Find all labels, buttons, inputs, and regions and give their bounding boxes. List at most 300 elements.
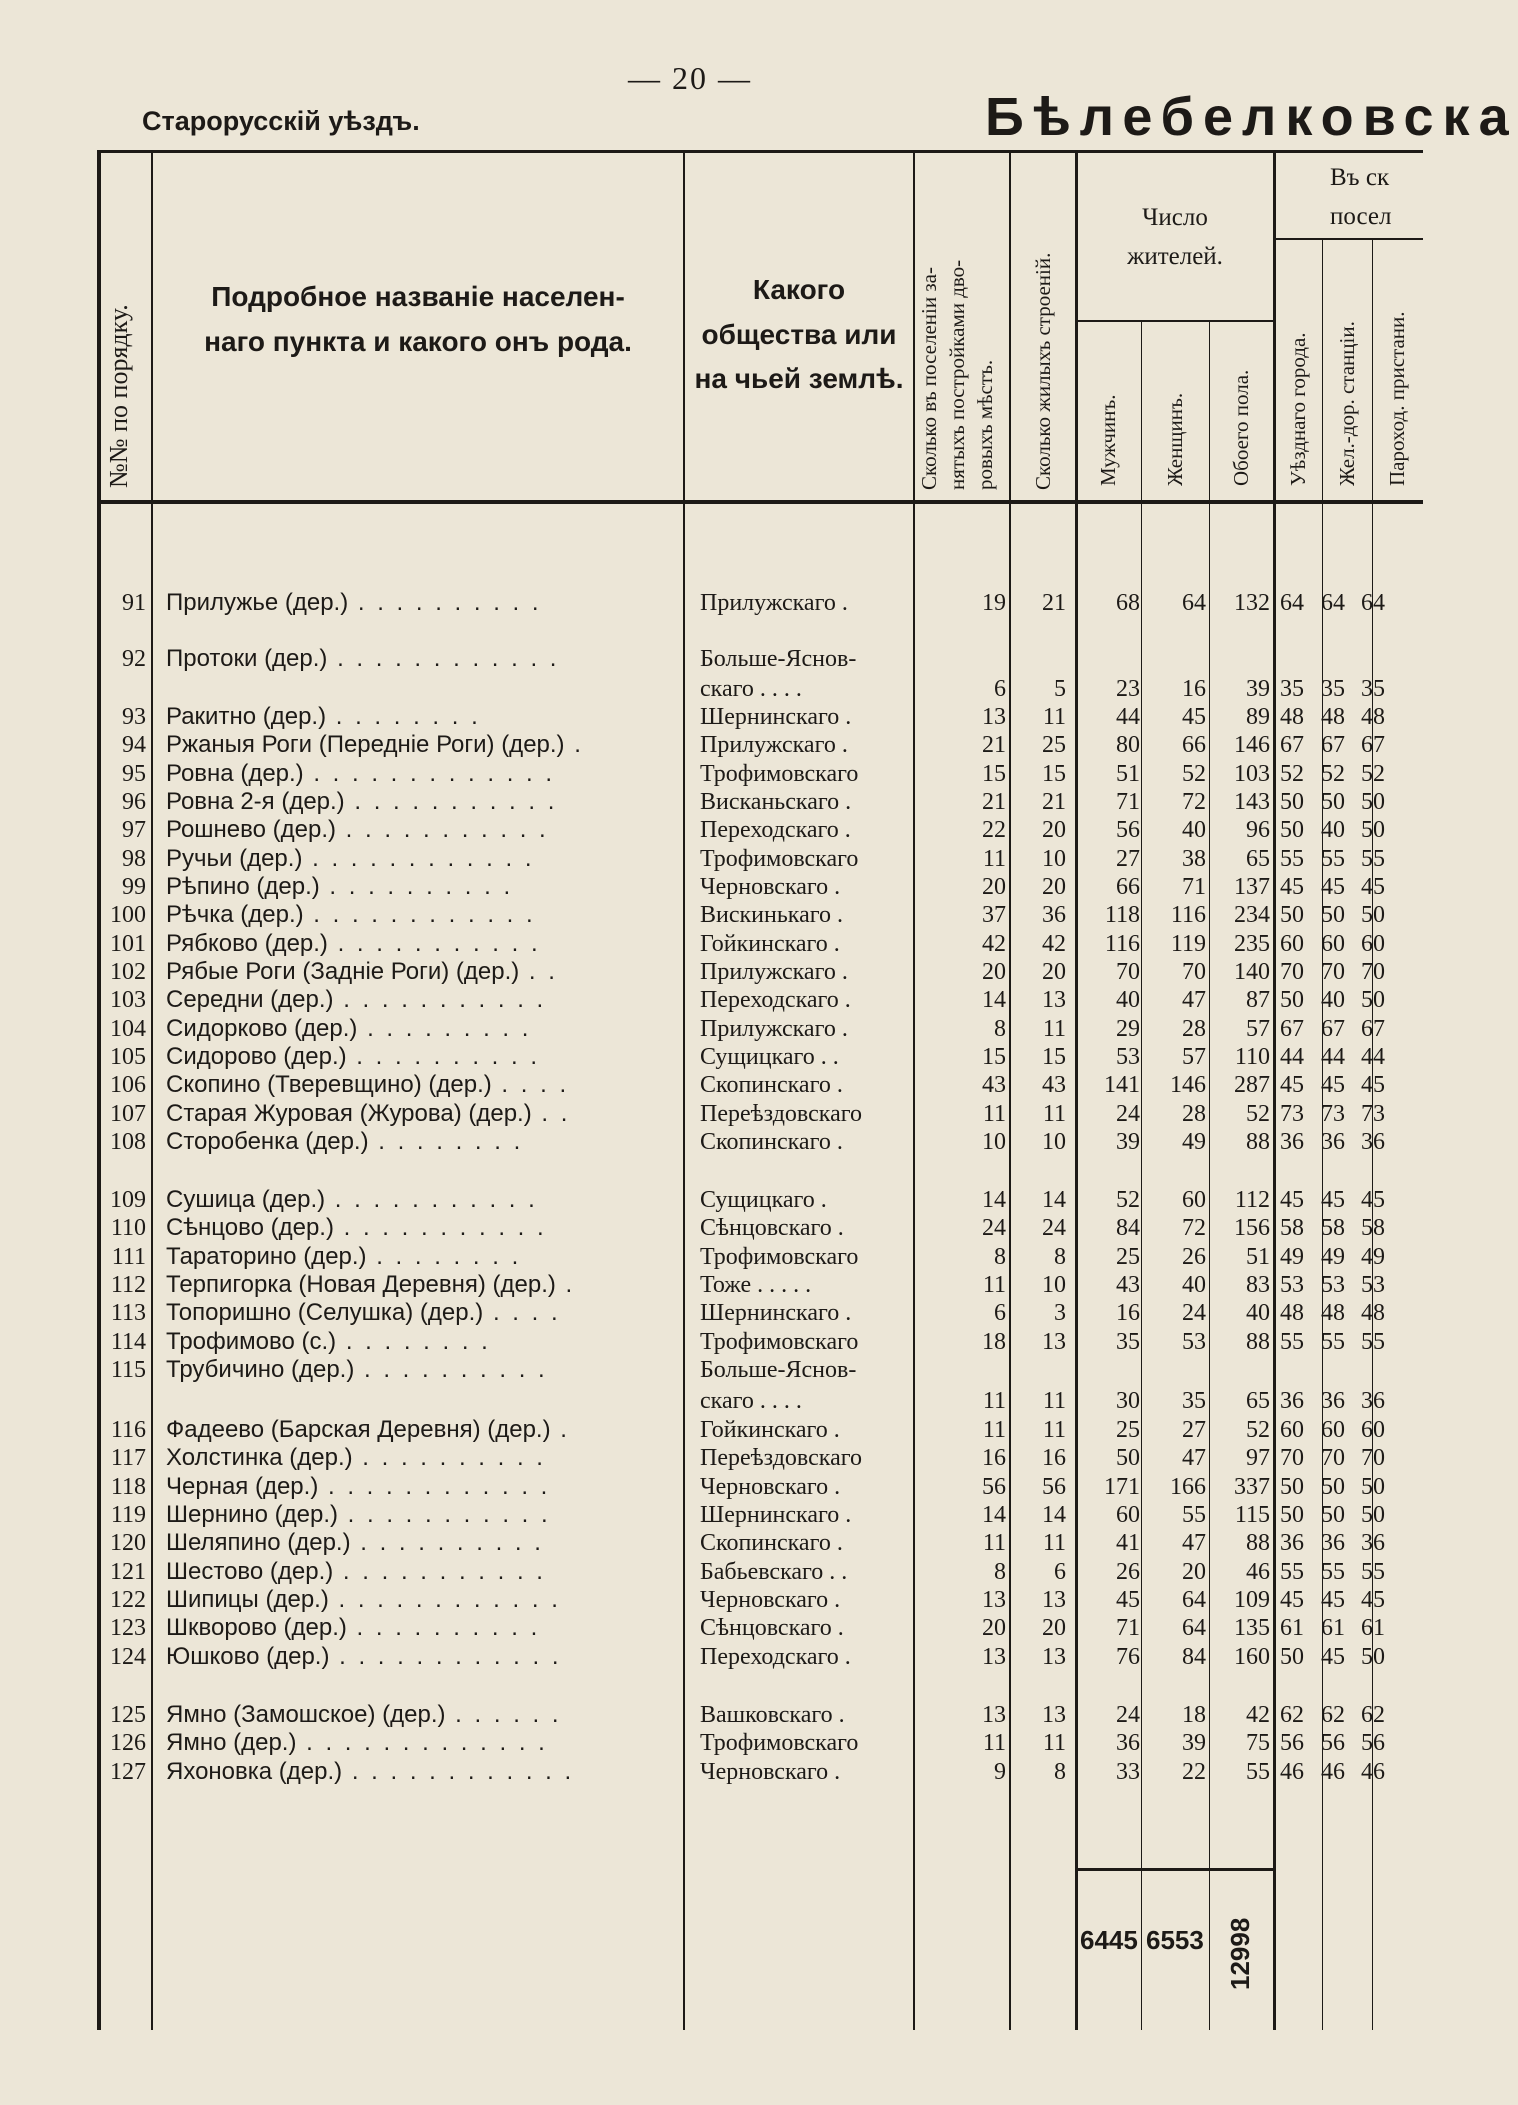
row-men: 171 [1104, 1474, 1140, 1500]
row-distance-railway: 52 [1321, 761, 1345, 787]
row-men: 71 [1116, 789, 1140, 815]
row-num: 113 [110, 1300, 146, 1326]
row-buildings: 3 [1054, 1300, 1066, 1326]
row-total: 75 [1246, 1730, 1270, 1756]
row-distance-railway: 45 [1321, 1644, 1345, 1670]
table-row [100, 1444, 1423, 1472]
row-total: 89 [1246, 704, 1270, 730]
row-distance-pier: 36 [1361, 1129, 1385, 1155]
row-women: 53 [1182, 1329, 1206, 1355]
row-num: 92 [122, 646, 146, 672]
row-num: 125 [110, 1702, 146, 1728]
row-farms: 15 [982, 761, 1006, 787]
header-society-line2: общества или [701, 318, 897, 350]
row-distance-town: 70 [1280, 959, 1304, 985]
row-distance-town: 36 [1280, 1388, 1304, 1414]
row-buildings: 24 [1042, 1215, 1066, 1241]
row-num: 116 [110, 1417, 146, 1443]
row-total: 234 [1234, 902, 1270, 928]
row-buildings: 11 [1042, 1530, 1066, 1556]
row-buildings: 13 [1042, 1329, 1066, 1355]
row-women: 116 [1170, 902, 1206, 928]
row-distance-town: 36 [1280, 1129, 1304, 1155]
row-buildings: 25 [1042, 732, 1066, 758]
row-society: Прилужскаго . [700, 959, 848, 985]
row-num: 121 [110, 1559, 146, 1585]
row-buildings: 8 [1054, 1759, 1066, 1785]
row-name-text: Юшково (дер.) [166, 1643, 330, 1670]
row-num: 123 [110, 1615, 146, 1641]
row-farms: 11 [982, 846, 1006, 872]
row-distance-pier: 36 [1361, 1530, 1385, 1556]
row-distance-town: 45 [1280, 1587, 1304, 1613]
row-name [166, 1186, 760, 1214]
row-name-text: Рошнево (дер.) [166, 816, 337, 843]
row-distance-pier: 50 [1361, 902, 1385, 928]
row-distance-pier: 50 [1361, 817, 1385, 843]
table-row [100, 1416, 1423, 1444]
row-total: 235 [1234, 931, 1270, 957]
row-women: 39 [1182, 1730, 1206, 1756]
row-distance-town: 70 [1280, 1445, 1304, 1471]
table-row [100, 1243, 1423, 1271]
row-num: 115 [110, 1357, 146, 1383]
header-women: Женщинъ. [1163, 392, 1187, 486]
row-name-leader-dots: . . . . . . . . . . . . [342, 1758, 575, 1785]
row-name-leader-dots: . . . . . . . . . . . [333, 1214, 547, 1241]
row-men: 116 [1104, 931, 1140, 957]
row-distance-pier: 35 [1361, 676, 1385, 702]
row-distance-town: 45 [1280, 1072, 1304, 1098]
row-name [166, 930, 760, 958]
row-total: 156 [1234, 1215, 1270, 1241]
row-men: 29 [1116, 1016, 1140, 1042]
header-pier: Пароход. пристани. [1385, 311, 1409, 486]
row-society: скаго . . . . [700, 1388, 802, 1414]
row-women: 45 [1182, 704, 1206, 730]
row-buildings: 21 [1042, 789, 1066, 815]
row-distance-pier: 52 [1361, 761, 1385, 787]
row-distance-pier: 36 [1361, 1388, 1385, 1414]
row-name [166, 1043, 760, 1071]
row-farms: 6 [994, 676, 1006, 702]
row-men: 45 [1116, 1587, 1140, 1613]
row-num: 102 [110, 959, 146, 985]
row-distance-railway: 49 [1321, 1244, 1345, 1270]
table-row [100, 1271, 1423, 1299]
row-society: Скопинскаго . [700, 1530, 843, 1556]
row-name [166, 1214, 760, 1242]
row-distance-town: 35 [1280, 676, 1304, 702]
row-name-leader-dots: . . . . [491, 1071, 570, 1098]
row-distance-pier: 62 [1361, 1702, 1385, 1728]
row-distance-pier: 45 [1361, 1587, 1385, 1613]
row-men: 25 [1116, 1244, 1140, 1270]
row-society: Переходскаго . [700, 987, 851, 1013]
row-distance-town: 52 [1280, 761, 1304, 787]
row-name-text: Тараторино (дер.) [166, 1243, 367, 1270]
row-name-leader-dots: . . [531, 1100, 571, 1127]
row-distance-pier: 44 [1361, 1044, 1385, 1070]
table-row [100, 873, 1423, 901]
row-buildings: 11 [1042, 1016, 1066, 1042]
row-distance-pier: 55 [1361, 846, 1385, 872]
row-total: 97 [1246, 1445, 1270, 1471]
row-society: Вашковскаго . [700, 1702, 845, 1728]
row-farms: 13 [982, 704, 1006, 730]
row-buildings: 21 [1042, 590, 1066, 616]
row-name-text: Фадеево (Барская Деревня) (дер.) [166, 1416, 551, 1443]
header-num: №№ по порядку. [104, 304, 133, 488]
row-farms: 20 [982, 874, 1006, 900]
row-total: 337 [1234, 1474, 1270, 1500]
row-distance-pier: 46 [1361, 1759, 1385, 1785]
row-distance-railway: 67 [1321, 1016, 1345, 1042]
row-society: Бабьевскаго . . [700, 1559, 848, 1585]
row-men: 71 [1116, 1615, 1140, 1641]
row-distance-town: 60 [1280, 1417, 1304, 1443]
row-distance-railway: 48 [1321, 1300, 1345, 1326]
row-name [166, 1586, 760, 1614]
row-buildings: 15 [1042, 761, 1066, 787]
row-distance-pier: 50 [1361, 789, 1385, 815]
row-name-leader-dots: . . . . . . [445, 1701, 562, 1728]
row-name-text: Шестово (дер.) [166, 1558, 334, 1585]
row-society: Шернинскаго . [700, 1300, 852, 1326]
header-name [153, 240, 683, 400]
table-row [100, 1299, 1423, 1327]
row-distance-town: 55 [1280, 846, 1304, 872]
row-total: 115 [1234, 1502, 1270, 1528]
row-society: Сущицкаго . [700, 1187, 827, 1213]
row-name [166, 986, 760, 1014]
row-name-leader-dots: . [564, 731, 584, 758]
row-farms: 8 [994, 1559, 1006, 1585]
row-farms: 20 [982, 959, 1006, 985]
row-buildings: 20 [1042, 959, 1066, 985]
header-rule-top [98, 150, 1423, 153]
row-distance-railway: 40 [1321, 987, 1345, 1013]
row-farms: 13 [982, 1644, 1006, 1670]
row-men: 43 [1116, 1272, 1140, 1298]
row-men: 53 [1116, 1044, 1140, 1070]
row-farms: 21 [982, 732, 1006, 758]
row-num: 117 [110, 1445, 146, 1471]
row-name-leader-dots: . . . . . . . . . . [346, 1614, 541, 1641]
row-buildings: 13 [1042, 1702, 1066, 1728]
row-society: Больше-Яснов- [700, 646, 857, 672]
row-distance-railway: 35 [1321, 676, 1345, 702]
row-distance-pier: 58 [1361, 1215, 1385, 1241]
row-farms: 22 [982, 817, 1006, 843]
header-society-line1: Какого [752, 273, 846, 305]
row-buildings: 13 [1042, 1587, 1066, 1613]
row-distance-town: 50 [1280, 1474, 1304, 1500]
row-name [166, 1501, 760, 1529]
header-farms-line1: Сколько въ поселеніи за- [917, 267, 941, 490]
row-distance-railway: 45 [1321, 1587, 1345, 1613]
row-distance-railway: 46 [1321, 1759, 1345, 1785]
row-men: 56 [1116, 817, 1140, 843]
row-distance-railway: 70 [1321, 959, 1345, 985]
table-row [100, 1473, 1423, 1501]
row-total: 110 [1234, 1044, 1270, 1070]
row-name [166, 645, 760, 673]
row-buildings: 43 [1042, 1072, 1066, 1098]
header-railway: Жел.-дор. станціи. [1335, 321, 1359, 486]
row-women: 47 [1182, 987, 1206, 1013]
row-farms: 43 [982, 1072, 1006, 1098]
row-distance-railway: 53 [1321, 1272, 1345, 1298]
row-name-leader-dots: . . . . . . . . . . . [333, 1558, 546, 1585]
row-women: 22 [1182, 1759, 1206, 1785]
page-number: — 20 — [628, 60, 752, 96]
row-distance-town: 45 [1280, 1187, 1304, 1213]
row-name-leader-dots: . . . . . . . . . . . [337, 1501, 551, 1528]
row-distance-railway: 61 [1321, 1615, 1345, 1641]
row-farms: 9 [994, 1759, 1006, 1785]
row-farms: 42 [982, 931, 1006, 957]
row-women: 26 [1182, 1244, 1206, 1270]
row-men: 141 [1104, 1072, 1140, 1098]
row-distance-railway: 50 [1321, 1502, 1345, 1528]
row-distance-town: 67 [1280, 732, 1304, 758]
row-num: 120 [110, 1530, 146, 1556]
row-women: 28 [1182, 1016, 1206, 1042]
row-society: Переходскаго . [700, 817, 851, 843]
row-women: 71 [1182, 874, 1206, 900]
row-total: 88 [1246, 1530, 1270, 1556]
row-name-text: Трофимово (с.) [166, 1328, 337, 1355]
row-distance-pier: 50 [1361, 987, 1385, 1013]
row-name [166, 1758, 760, 1786]
row-buildings: 16 [1042, 1445, 1066, 1471]
row-name-text: Шкворово (дер.) [166, 1614, 347, 1641]
row-distance-railway: 60 [1321, 931, 1345, 957]
row-total: 55 [1246, 1759, 1270, 1785]
table-row [100, 1214, 1423, 1242]
row-total: 83 [1246, 1272, 1270, 1298]
row-men: 36 [1116, 1730, 1140, 1756]
row-buildings: 10 [1042, 1129, 1066, 1155]
row-distance-pier: 64 [1361, 590, 1385, 616]
table-row [100, 1100, 1423, 1128]
district-title: Старорусскій уѣздъ. [142, 106, 420, 136]
row-women: 16 [1182, 676, 1206, 702]
row-num: 93 [122, 704, 146, 730]
header-residents-line1: Число [1142, 204, 1208, 232]
row-num: 98 [122, 846, 146, 872]
header-farms-line3: ровыхъ мѣстъ. [973, 359, 997, 490]
row-women: 24 [1182, 1300, 1206, 1326]
row-men: 23 [1116, 676, 1140, 702]
row-name [166, 1100, 760, 1128]
row-total: 140 [1234, 959, 1270, 985]
table-row [100, 1128, 1423, 1156]
row-women: 72 [1182, 789, 1206, 815]
row-distance-railway: 67 [1321, 732, 1345, 758]
row-distance-town: 50 [1280, 817, 1304, 843]
table-row [100, 645, 1423, 673]
row-distance-pier: 67 [1361, 732, 1385, 758]
row-men: 35 [1116, 1329, 1140, 1355]
row-distance-pier: 45 [1361, 1072, 1385, 1098]
table-row [100, 1043, 1423, 1071]
row-total: 65 [1246, 846, 1270, 872]
row-name-leader-dots: . . . . . . . . . . [352, 1444, 546, 1471]
row-men: 60 [1116, 1502, 1140, 1528]
row-distance-pier: 70 [1361, 959, 1385, 985]
table-row [100, 1701, 1423, 1729]
row-total: 52 [1246, 1417, 1270, 1443]
row-distance-town: 45 [1280, 874, 1304, 900]
row-name [166, 873, 760, 901]
row-buildings: 5 [1054, 676, 1066, 702]
header-town: Уѣзднаго города. [1286, 332, 1310, 486]
row-name [166, 816, 760, 844]
header-rule-bottom [98, 500, 1423, 504]
row-name [166, 1416, 760, 1444]
row-total: 135 [1234, 1615, 1270, 1641]
table-row [100, 1501, 1423, 1529]
row-distance-town: 50 [1280, 789, 1304, 815]
row-name [166, 845, 760, 873]
row-distance-town: 73 [1280, 1101, 1304, 1127]
row-distance-railway: 36 [1321, 1129, 1345, 1155]
row-farms: 56 [982, 1474, 1006, 1500]
table-row [100, 1614, 1423, 1642]
table-row [100, 901, 1423, 929]
row-women: 20 [1182, 1559, 1206, 1585]
row-num: 91 [122, 590, 146, 616]
row-distance-railway: 60 [1321, 1417, 1345, 1443]
row-name-text: Шеляпино (дер.) [166, 1529, 351, 1556]
row-distance-town: 53 [1280, 1272, 1304, 1298]
row-name [166, 1299, 760, 1327]
row-num: 104 [110, 1016, 146, 1042]
header-distance [1330, 160, 1423, 236]
row-distance-railway: 70 [1321, 1445, 1345, 1471]
row-society: Сѣнцовскаго . [700, 1215, 844, 1241]
residents-subrule [1077, 320, 1273, 322]
row-name [166, 1558, 760, 1586]
row-buildings: 36 [1042, 902, 1066, 928]
row-society: Переѣздовскаго [700, 1445, 862, 1471]
table-row [100, 958, 1423, 986]
row-buildings: 11 [1042, 1417, 1066, 1443]
row-name-leader-dots: . . . . . . . . . . [354, 1356, 548, 1383]
row-total: 52 [1246, 1101, 1270, 1127]
header-name-line2: наго пункта и какого онъ рода. [204, 326, 632, 357]
row-num: 110 [110, 1215, 146, 1241]
row-name-leader-dots: . . . . . . . . . . . [327, 930, 541, 957]
row-total: 87 [1246, 987, 1270, 1013]
row-men: 33 [1116, 1759, 1140, 1785]
row-distance-town: 50 [1280, 902, 1304, 928]
row-women: 66 [1182, 732, 1206, 758]
row-num: 100 [110, 902, 146, 928]
row-distance-town: 67 [1280, 1016, 1304, 1042]
row-distance-railway: 55 [1321, 1559, 1345, 1585]
table-row [100, 1328, 1423, 1356]
row-buildings: 13 [1042, 987, 1066, 1013]
row-distance-pier: 50 [1361, 1474, 1385, 1500]
table-row [100, 788, 1423, 816]
header-residents-line2: жителей. [1127, 243, 1223, 270]
row-name [166, 589, 760, 617]
row-name-text: Рѣчка (дер.) [166, 901, 304, 928]
table-row [100, 986, 1423, 1014]
row-num: 118 [110, 1474, 146, 1500]
row-men: 40 [1116, 987, 1140, 1013]
table-row [100, 1558, 1423, 1586]
table-row [100, 845, 1423, 873]
row-name-text: Ямно (дер.) [166, 1729, 297, 1756]
header-residents [1077, 188, 1273, 288]
row-num: 109 [110, 1187, 146, 1213]
table-row [100, 1586, 1423, 1614]
row-name-text: Сидорково (дер.) [166, 1015, 358, 1042]
row-num: 106 [110, 1072, 146, 1098]
header-society-line3: на чьей землѣ. [694, 363, 904, 395]
row-name-leader-dots: . . . . . . . . . . . [336, 816, 549, 843]
table-row [100, 1071, 1423, 1099]
row-farms: 11 [982, 1417, 1006, 1443]
row-distance-railway: 40 [1321, 817, 1345, 843]
row-distance-railway: 48 [1321, 704, 1345, 730]
row-women: 72 [1182, 1215, 1206, 1241]
row-total: 57 [1246, 1016, 1270, 1042]
row-farms: 16 [982, 1445, 1006, 1471]
total-women: 6553 [1146, 1925, 1204, 1955]
row-name [166, 1243, 760, 1271]
row-women: 64 [1182, 590, 1206, 616]
row-men: 41 [1116, 1530, 1140, 1556]
row-buildings: 11 [1042, 1730, 1066, 1756]
row-name-text: Шипицы (дер.) [166, 1586, 329, 1613]
row-men: 44 [1116, 704, 1140, 730]
row-distance-pier: 67 [1361, 1016, 1385, 1042]
row-buildings: 14 [1042, 1187, 1066, 1213]
row-total: 103 [1234, 761, 1270, 787]
row-distance-railway: 56 [1321, 1730, 1345, 1756]
row-name-leader-dots: . . . . . . . . . . . . [302, 845, 535, 872]
row-distance-town: 55 [1280, 1559, 1304, 1585]
row-men: 16 [1116, 1300, 1140, 1326]
row-men: 24 [1116, 1702, 1140, 1728]
row-farms: 20 [982, 1615, 1006, 1641]
table-row [100, 1529, 1423, 1557]
row-distance-town: 62 [1280, 1702, 1304, 1728]
row-name-leader-dots: . . . . . . . . . . [348, 589, 542, 616]
row-men: 68 [1116, 590, 1140, 616]
row-society: Гойкинскаго . [700, 931, 840, 957]
table-row [100, 703, 1423, 731]
row-name [166, 1328, 760, 1356]
row-women: 27 [1182, 1417, 1206, 1443]
row-society: Трофимовскаго [700, 1329, 859, 1355]
row-num: 99 [122, 874, 146, 900]
row-distance-pier: 53 [1361, 1272, 1385, 1298]
row-name-leader-dots: . . . . . . . . . [357, 1015, 532, 1042]
row-distance-town: 64 [1280, 590, 1304, 616]
row-name [166, 1015, 760, 1043]
row-num: 124 [110, 1644, 146, 1670]
row-total: 39 [1246, 676, 1270, 702]
row-name [166, 731, 760, 759]
row-distance-town: 58 [1280, 1215, 1304, 1241]
table-row [100, 675, 1423, 703]
